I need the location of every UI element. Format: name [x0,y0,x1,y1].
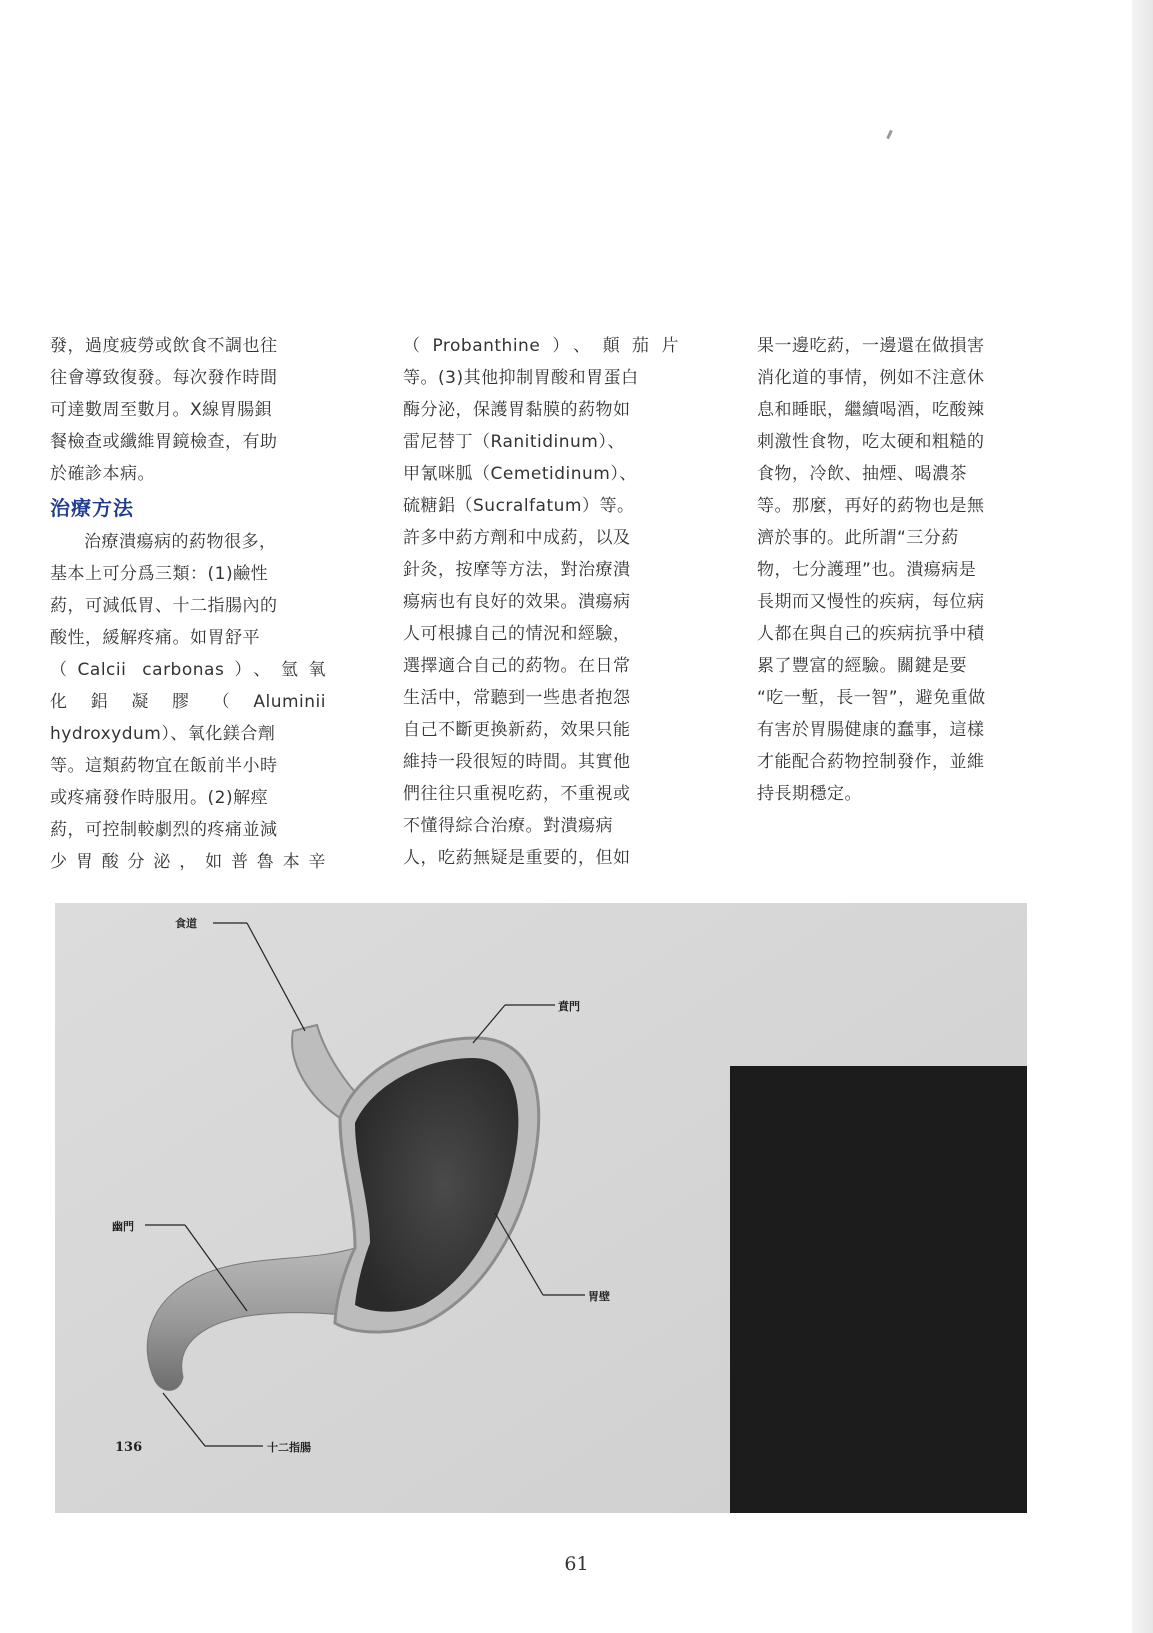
text-line: 自己不斷更換新葯，效果只能 [403,720,631,740]
text-line: 少胃酸分泌，如普魯本辛 [50,852,326,872]
label-pylorus: 幽門 [112,1220,134,1233]
text-column-middle [403,330,679,874]
text-line: 許多中葯方劑和中成葯，以及 [403,528,631,548]
text-line: 往會導致復發。每次發作時間 [50,368,278,388]
text-line: 於確診本病。 [50,464,155,484]
scan-smudge [886,130,893,139]
text-line: 瘍病也有良好的效果。潰瘍病 [403,592,631,612]
label-stomach-wall: 胃壁 [588,1290,610,1303]
text-line: “吃一塹，長一智”，避免重做 [757,688,986,708]
text-line: 刺激性食物，吃太硬和粗糙的 [757,432,985,452]
text-line: 累了豐富的經驗。關鍵是要 [757,656,967,676]
text-column-right [757,330,1033,810]
text-line: 維持一段很短的時間。其實他 [403,752,631,772]
text-line: 不懂得綜合治療。對潰瘍病 [403,816,613,836]
text-line: 化鋁凝膠（Aluminii [50,692,326,712]
text-line: 酶分泌，保護胃黏膜的葯物如 [403,400,631,420]
stomach-anatomy-figure [55,903,1027,1513]
text-line: 息和睡眠，繼續喝酒，吃酸辣 [757,400,985,420]
text-line: 等。這類葯物宜在飯前半小時 [50,756,278,776]
text-line: （Calcii carbonas）、氫氧 [50,660,326,680]
text-line: 們往往只重視吃葯，不重視或 [403,784,631,804]
text-line: 人都在與自己的疾病抗爭中積 [757,624,985,644]
text-line: 等。(3)其他抑制胃酸和胃蛋白 [403,368,639,388]
text-line: 人可根據自己的情況和經驗， [403,624,631,644]
text-line: （Probanthine）、顛茄片 [403,336,679,356]
text-line: 餐檢查或纖維胃鏡檢查，有助 [50,432,278,452]
dark-photo-region [730,1066,1027,1513]
text-line: 葯，可控制較劇烈的疼痛並減 [50,820,278,840]
text-line: 生活中，常聽到一些患者抱怨 [403,688,631,708]
text-line: 硫糖鋁（Sucralfatum）等。 [403,496,635,516]
label-cardia: 賁門 [558,1000,580,1013]
text-line: 選擇適合自己的葯物。在日常 [403,656,631,676]
text-line: 持長期穩定。 [757,784,862,804]
page-number: 61 [564,1553,589,1575]
source-page-number: 136 [115,1440,143,1455]
text-line: 有害於胃腸健康的蠢事，這樣 [757,720,985,740]
text-line: 才能配合葯物控制發作，並維 [757,752,985,772]
text-line: 物，七分護理”也。潰瘍病是 [757,560,977,580]
text-line: 或疼痛發作時服用。(2)解痙 [50,788,269,808]
text-line: hydroxydum）、氧化鎂合劑 [50,724,276,744]
text-line: 等。那麼，再好的葯物也是無 [757,496,985,516]
text-line: 人，吃葯無疑是重要的，但如 [403,848,631,868]
text-line: 發，過度疲勞或飲食不調也往 [50,336,278,356]
label-esophagus: 食道 [175,917,197,930]
text-line: 酸性，緩解疼痛。如胃舒平 [50,628,260,648]
text-column-left [50,330,326,878]
text-line: 甲氰咪胍（Cemetidinum）、 [403,464,637,484]
text-line: 可達數周至數月。X線胃腸鋇 [50,400,273,420]
section-heading: 治療方法 [50,496,134,520]
text-line: 消化道的事情，例如不注意休 [757,368,985,388]
text-line: 雷尼替丁（Ranitidinum）、 [403,432,625,452]
text-line: 長期而又慢性的疾病，每位病 [757,592,985,612]
label-duodenum: 十二指腸 [267,1441,311,1454]
text-line: 葯，可減低胃、十二指腸內的 [50,596,278,616]
text-line: 基本上可分爲三類：(1)鹼性 [50,564,269,584]
text-line: 治療潰瘍病的葯物很多， [84,532,277,552]
text-line: 果一邊吃葯，一邊還在做損害 [757,336,985,356]
text-line: 濟於事的。此所謂“三分葯 [757,528,959,548]
scan-edge-shadow [1132,0,1153,1633]
text-line: 食物，冷飲、抽煙、喝濃茶 [757,464,967,484]
text-line: 針灸，按摩等方法，對治療潰 [403,560,631,580]
